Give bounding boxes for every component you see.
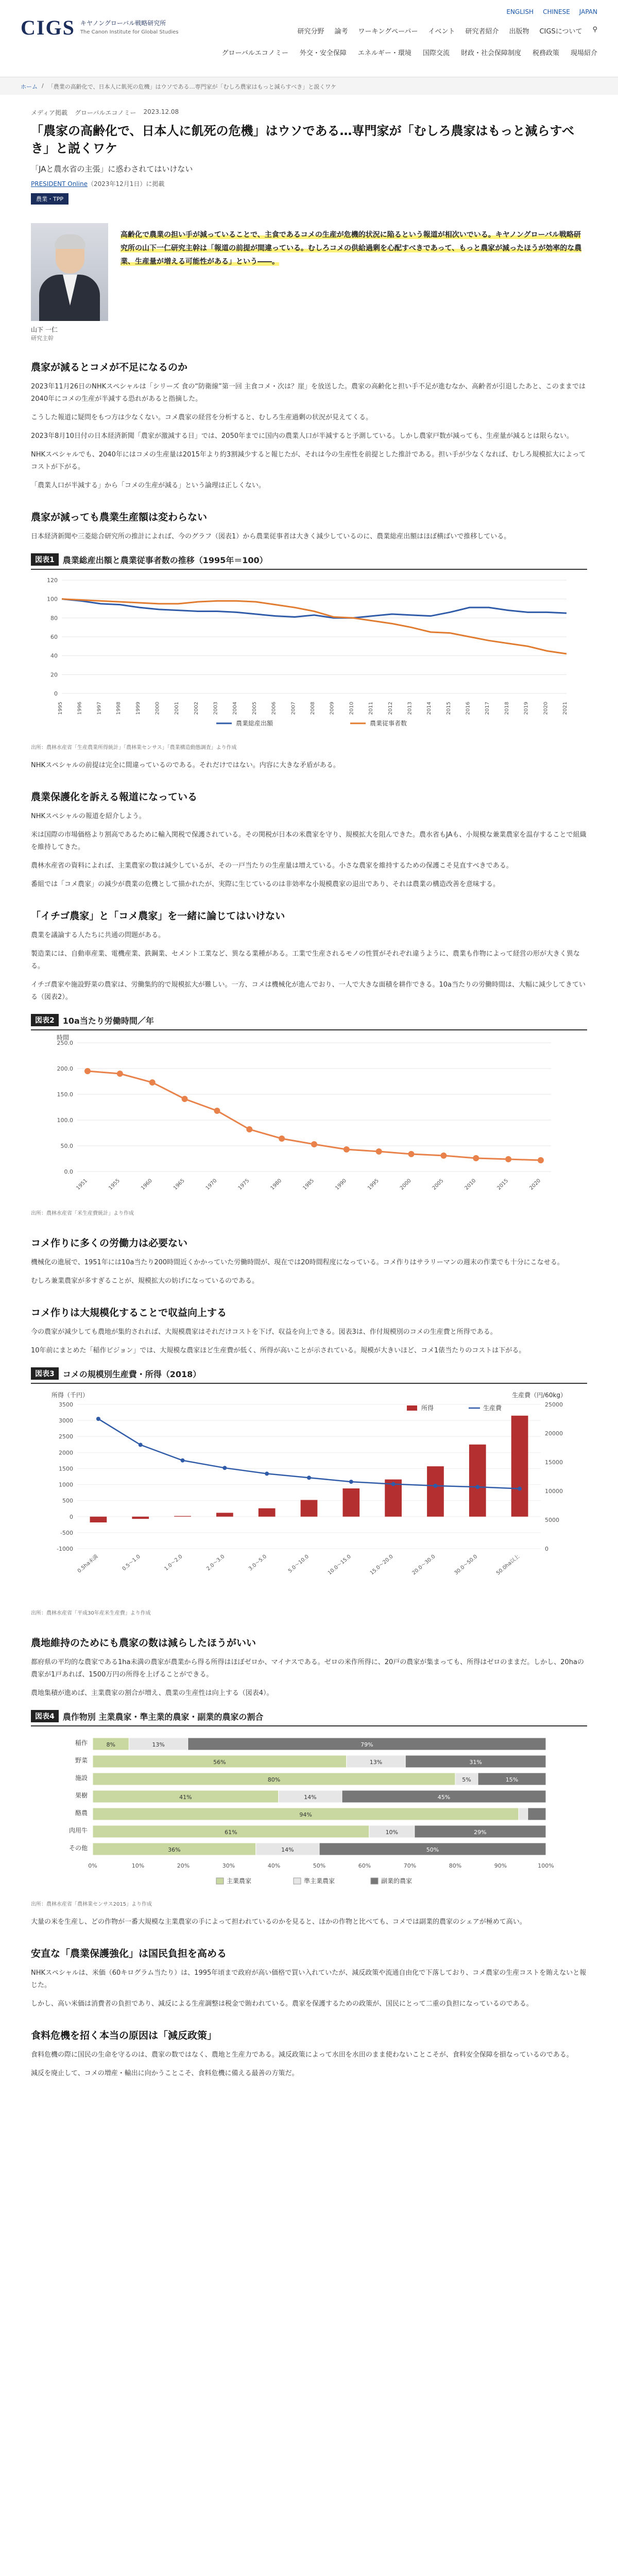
breadcrumb-home[interactable]: ホーム — [21, 83, 38, 90]
data-label: 15% — [505, 1776, 519, 1783]
x-tick-label: 30.0〜50.0 — [453, 1553, 479, 1577]
legend-label: 準主業農家 — [304, 1877, 335, 1885]
x-tick-label: 0.5ha未満 — [76, 1553, 99, 1574]
x-tick-label: 15.0〜20.0 — [369, 1553, 394, 1577]
figure-caption: 10a当たり労働時間／年 — [62, 1015, 154, 1026]
article-date: 2023.12.08 — [143, 108, 179, 115]
data-label: 94% — [299, 1811, 312, 1818]
y-tick-label-left: -500 — [60, 1529, 73, 1536]
x-tick-label: 5.0〜10.0 — [287, 1553, 310, 1574]
x-tick-label: 1998 — [116, 702, 122, 715]
subnav-item[interactable]: 国際交流 — [422, 49, 450, 57]
y-axis-label: 時間 — [57, 1034, 70, 1041]
paragraph: 米は国際の市場価格より割高であるために輸入関税で保護されている。その関税が日本の米農家を守り、規模拡大を阻んできた。農水省もJAも、小規模な兼業農家を温存することで組織を維持してきた。 — [31, 831, 587, 851]
paragraph: 今の農家が減少しても農地が集約されれば、大規模農家はそれだけコストを下げ、収益を向上できる。図表3は、作付規模別のコメの生産費と所得である。 — [31, 1328, 497, 1336]
cost-point — [433, 1484, 437, 1488]
author-card — [31, 223, 108, 342]
y-tick-label: 酪農 — [75, 1809, 88, 1817]
y-tick-label-left: 1000 — [59, 1481, 73, 1488]
y-axis-label-left: 所得（千円） — [52, 1392, 89, 1399]
paragraph: むしろ兼業農家が多すぎることが、規模拡大の妨げになっているのである。 — [31, 1277, 259, 1285]
x-tick-label: 0.5〜1.0 — [121, 1553, 142, 1572]
nav-item[interactable]: CIGSについて — [539, 28, 582, 36]
cost-point — [181, 1459, 185, 1463]
data-point — [214, 1108, 220, 1114]
data-label: 50% — [426, 1846, 439, 1853]
x-tick-label: 2010 — [464, 1178, 477, 1192]
paragraph: NHKスペシャルは、米価（60キログラム当たり）は、1995年頃まで政府が高い価格で買い入れていたが、減反政策や流通自由化で下落しており、コメ農家の生産コストを賄えないと報じた。 — [31, 1969, 587, 1989]
y-tick-label: 20 — [50, 671, 58, 679]
income-bar — [511, 1416, 528, 1517]
income-bar — [469, 1445, 486, 1517]
lead-block — [31, 223, 587, 342]
x-tick-label: 80% — [449, 1862, 462, 1869]
paragraph: 農業を議論する人たちに共通の問題がある。 — [31, 931, 165, 939]
nav-item[interactable]: 研究分野 — [297, 28, 324, 36]
main-nav — [297, 26, 597, 36]
data-label: 29% — [474, 1829, 487, 1836]
x-tick-label: 90% — [494, 1862, 507, 1869]
figure-source: 出所：農林水産省「生産農業所得統計」「農林業センサス」「農業構造動態調査」より作成 — [31, 745, 237, 751]
source-line — [31, 179, 587, 188]
income-bar — [342, 1488, 359, 1517]
nav-item[interactable]: 出版物 — [509, 28, 529, 36]
y-tick-label: 40 — [50, 652, 58, 659]
y-tick-label: 120 — [47, 577, 58, 584]
x-tick-label: 2005 — [431, 1178, 445, 1192]
section-3 — [31, 759, 587, 1004]
y-tick-label-right: 0 — [545, 1546, 548, 1552]
x-tick-label: 40% — [267, 1862, 281, 1869]
x-tick-label: 2020 — [543, 702, 549, 715]
y-tick-label: 稲作 — [75, 1739, 88, 1747]
lang-japan[interactable]: JAPAN — [579, 8, 597, 15]
section-heading: コメ作りに多くの労働力は必要ない — [31, 1238, 188, 1249]
legend-swatch — [407, 1405, 417, 1411]
x-tick-label: 2010 — [349, 702, 355, 715]
data-point — [473, 1155, 479, 1161]
data-point — [246, 1126, 252, 1132]
income-bar — [132, 1517, 149, 1519]
y-tick-label-left: -1000 — [57, 1546, 73, 1552]
cost-point — [349, 1480, 353, 1484]
x-tick-label: 50% — [313, 1862, 326, 1869]
data-point — [311, 1141, 317, 1147]
combo-chart-3 — [31, 1384, 587, 1605]
paragraph: 食料危機の際に国民の生命を守るのは、農家の数ではなく、農地と生産力である。減反政策によって水田を水田のまま使わないことこそが、食料安全保障を損なっているのである。 — [31, 2051, 573, 2059]
paragraph: 農林水産省の資料によれば、主業農家の数は減少しているが、その一戸当たりの生産量は増えている。小さな農家を維持するための保護こそ見直すべきである。 — [31, 862, 513, 870]
paragraph: 大量の米を生産し、どの作物が一番大規模な主業農家の手によって担われているのかを見ると、ほかの作物と比べても、コメでは副業的農家のシェアが極めて高い。 — [31, 1918, 526, 1926]
paragraph: こうした報道に疑問をもつ方は少なくない。コメ農家の経営を分析すると、むしろ生産過剰の状況が見えてくる。 — [31, 414, 373, 421]
x-tick-label: 1985 — [302, 1178, 316, 1192]
figure-title — [31, 1710, 587, 1726]
nav-item[interactable]: ワーキングペーパー — [358, 28, 418, 36]
x-tick-label: 2020 — [528, 1178, 542, 1192]
data-point — [84, 1068, 91, 1074]
y-axis-label-right: 生産費（円/60kg） — [512, 1392, 566, 1399]
y-tick-label: 80 — [50, 615, 58, 622]
data-point — [117, 1071, 123, 1077]
y-tick-label-left: 2000 — [59, 1449, 73, 1456]
x-tick-label: 2012 — [387, 702, 393, 715]
search-icon[interactable]: ⚲ — [592, 26, 597, 33]
breadcrumb — [0, 77, 618, 95]
y-tick-label: 60 — [50, 634, 58, 640]
figure-1 — [31, 553, 587, 752]
subnav-item[interactable]: 財政・社会保障制度 — [460, 49, 521, 57]
article-subtitle: 「JAと農水省の主張」に惑わされてはいけない — [31, 164, 193, 174]
stacked-bar-chart-4 — [31, 1726, 587, 1896]
paragraph: 10年前にまとめた「稲作ビジョン」では、大規模な農家ほど生産費が低く、所得が高いことが示されている。規模が大きいほど、コメ1俵当たりのコストは下がる。 — [31, 1347, 526, 1354]
page-title: 「農家の高齢化で、日本人に飢死の危機」はウソである…専門家が「むしろ農家はもっと減らすべき」と説くワケ — [31, 124, 575, 156]
section-heading: コメ作りは大規模化することで収益向上する — [31, 1307, 227, 1318]
paragraph: 日本経済新聞や三菱総合研究所の推計によれば、今のグラフ（図表1）から農業従事者は大きく減少しているのに、農業総産出額はほぼ横ばいで推移している。 — [31, 533, 511, 540]
data-point — [408, 1151, 415, 1157]
data-label: 14% — [304, 1794, 317, 1801]
legend-label: 生産費 — [483, 1404, 502, 1412]
x-tick-label: 2005 — [251, 702, 258, 715]
y-tick-label-right: 5000 — [545, 1517, 559, 1523]
data-label: 56% — [213, 1759, 226, 1766]
y-tick-label-left: 1500 — [59, 1465, 73, 1472]
data-label: 80% — [267, 1776, 281, 1783]
data-label: 13% — [152, 1741, 165, 1748]
lang-english[interactable]: ENGLISH — [506, 8, 534, 15]
x-tick-label: 1997 — [96, 702, 102, 715]
cost-point — [265, 1471, 269, 1476]
section-4 — [31, 1235, 587, 1357]
paragraph: 機械化の進展で、1951年には10a当たり200時間近くかかっていた労働時間が、現在では20時間程度になっている。コメ作りはサラリーマンの週末の作業でも十分にこなせる。 — [31, 1259, 564, 1266]
author-role: 研究主幹 — [31, 335, 54, 342]
topic-tag[interactable]: 農業・TPP — [31, 193, 68, 205]
legend-label: 所得 — [421, 1404, 434, 1412]
income-bar — [174, 1516, 191, 1517]
x-tick-label: 1.0〜2.0 — [163, 1553, 184, 1572]
cost-point — [222, 1466, 227, 1470]
subnav-item[interactable]: 外交・安全保障 — [299, 49, 347, 57]
y-tick-label-right: 10000 — [545, 1488, 563, 1495]
section-2 — [31, 510, 587, 543]
x-tick-label: 10.0〜15.0 — [327, 1553, 352, 1577]
logo-mark: CIGS — [21, 16, 75, 39]
figure-2 — [31, 1014, 587, 1218]
x-tick-label: 2013 — [407, 702, 413, 715]
section-6 — [31, 1916, 587, 2080]
legend-swatch — [371, 1878, 378, 1884]
x-tick-label: 2009 — [329, 702, 335, 715]
legend-label: 農業従事者数 — [370, 720, 407, 727]
y-tick-label-left: 0 — [70, 1513, 73, 1520]
data-label: 8% — [106, 1741, 115, 1748]
data-label: 61% — [225, 1829, 237, 1836]
lead-text — [121, 223, 587, 342]
y-tick-label-left: 500 — [62, 1497, 73, 1504]
paragraph: 番組では「コメ農家」の減少が農業の危機として描かれたが、実際に生じているのは非効率な小規模農家の退出であり、それは農業の構造改善を意味する。 — [31, 880, 500, 888]
figure-title — [31, 1367, 587, 1384]
x-tick-label: 1965 — [172, 1178, 186, 1192]
data-point — [505, 1156, 511, 1162]
x-tick-label: 2006 — [271, 702, 277, 715]
article-meta — [31, 108, 587, 117]
paragraph: 減反を廃止して、コメの増産・輸出に向かうことこそ、食料危機に備える最善の方策だ。 — [31, 2070, 299, 2077]
figure-source: 出所：農林水産省「農林業センサス2015」より作成 — [31, 1902, 152, 1907]
x-tick-label: 2019 — [523, 702, 529, 715]
language-switcher — [506, 8, 597, 15]
x-tick-label: 2001 — [174, 702, 180, 715]
figure-source: 出所：農林水産省「平成30年産米生産費」より作成 — [31, 1611, 151, 1616]
x-tick-label: 1970 — [204, 1178, 218, 1192]
x-tick-label: 2000 — [154, 702, 161, 715]
y-tick-label-right: 20000 — [545, 1430, 563, 1437]
y-tick-label: 100 — [47, 596, 58, 603]
y-tick-label: 200.0 — [57, 1065, 73, 1072]
y-tick-label: 250.0 — [57, 1040, 73, 1046]
source-link[interactable]: PRESIDENT Online — [31, 180, 88, 188]
paragraph: NHKスペシャルの前提は完全に間違っているのである。それだけではない。内容に大きな矛盾がある。 — [31, 761, 340, 769]
x-tick-label: 2008 — [310, 702, 316, 715]
y-tick-label: 0.0 — [64, 1168, 73, 1175]
site-header — [0, 0, 618, 77]
x-tick-label: 2015 — [445, 702, 452, 715]
source-date: （2023年12月1日）に掲載 — [87, 180, 165, 188]
data-label: 36% — [168, 1846, 181, 1853]
x-tick-label: 1955 — [108, 1178, 121, 1192]
figure-caption: コメの規模別生産費・所得（2018） — [62, 1369, 201, 1379]
figure-title — [31, 1014, 587, 1030]
logo-sub: The Canon Institute for Global Studies — [80, 29, 179, 35]
figure-tag: 図表1 — [31, 553, 59, 566]
paragraph: 2023年8月10日付の日本経済新聞「農家が激減する日」では、2050年までに国内の農業人口が半減すると予測している。しかし農家戸数が減っても、生産量が減るとは限らない。 — [31, 432, 573, 440]
paragraph: 製造業には、自動車産業、電機産業、鉄鋼業、セメント工業など、異なる業種がある。工業で生産されるモノの性質がそれぞれ違うように、農業も作物によって経営の形が大きく異なる。 — [31, 950, 580, 970]
article-section: グローバルエコノミー — [75, 109, 136, 116]
y-tick-label: 150.0 — [57, 1091, 73, 1098]
paragraph: しかし、高い米価は消費者の負担であり、減反による生産調整は税金で賄われている。農家を保護するための政策が、国民にとって二重の負担になっているのである。 — [31, 2000, 533, 2008]
x-tick-label: 50.0ha以上 — [495, 1553, 521, 1577]
paragraph: 2023年11月26日のNHKスペシャルは「シリーズ 食の“防衛線”第一回 主食コメ・次は？崖」を放送した。農家の高齢化と担い手不足が進むなか、高齢者が引退したあと、このままでは2040年にコメの生産が半減する恐れがあると指摘した。 — [31, 383, 586, 403]
y-tick-label: 果樹 — [75, 1792, 88, 1799]
legend-swatch — [216, 1878, 224, 1884]
x-tick-label: 1990 — [334, 1178, 348, 1192]
article-category: メディア掲載 — [31, 109, 68, 116]
subnav-item[interactable]: グローバルエコノミー — [221, 49, 288, 57]
legend-swatch — [294, 1878, 301, 1884]
nav-item[interactable]: 研究者紹介 — [465, 28, 499, 36]
logo-name: キヤノングローバル戦略研究所 — [80, 19, 166, 27]
legend-label: 副業的農家 — [381, 1877, 413, 1885]
bar-segment — [519, 1808, 528, 1820]
x-tick-label: 2017 — [485, 702, 491, 715]
x-tick-label: 100% — [538, 1862, 554, 1869]
cost-point — [96, 1417, 100, 1421]
x-tick-label: 2002 — [193, 702, 199, 715]
line-chart-2 — [31, 1030, 587, 1206]
income-bar — [216, 1513, 233, 1516]
figure-tag: 図表4 — [31, 1710, 59, 1722]
figure-tag: 図表3 — [31, 1367, 59, 1380]
section-5 — [31, 1635, 587, 1700]
x-tick-label: 1999 — [135, 702, 141, 715]
x-tick-label: 0% — [88, 1862, 97, 1869]
data-label: 14% — [281, 1846, 294, 1853]
site-logo[interactable] — [21, 15, 178, 40]
x-tick-label: 60% — [358, 1862, 371, 1869]
cost-point — [475, 1485, 479, 1489]
paragraph: 農地集積が進めば、主業農家の割合が増え、農業の生産性は向上する（図表4）。 — [31, 1689, 273, 1697]
y-tick-label: 100.0 — [57, 1117, 73, 1124]
paragraph: 「農業人口が半減する」から「コメの生産が減る」という論理は正しくない。 — [31, 482, 266, 489]
x-tick-label: 2.0〜3.0 — [205, 1553, 226, 1572]
x-tick-label: 30% — [222, 1862, 235, 1869]
section-heading: 「イチゴ農家」と「コメ農家」を一緒に論じてはいけない — [31, 910, 285, 922]
figure-title — [31, 553, 587, 570]
y-tick-label: 野菜 — [75, 1757, 88, 1764]
section-heading: 安直な「農業保護強化」は国民負担を高める — [31, 1948, 227, 1959]
data-label: 13% — [369, 1759, 383, 1766]
data-label: 5% — [462, 1776, 471, 1783]
data-label: 41% — [179, 1794, 192, 1801]
income-bar — [90, 1517, 107, 1522]
nav-item[interactable]: イベント — [428, 28, 455, 36]
data-point — [279, 1136, 285, 1142]
section-heading: 食料危機を招く本当の原因は「減反政策」 — [31, 2030, 217, 2041]
x-tick-label: 3.0〜5.0 — [248, 1553, 268, 1572]
x-tick-label: 2011 — [368, 702, 374, 715]
section-heading: 農家が減っても農業生産額は変わらない — [31, 512, 208, 523]
y-tick-label-left: 3500 — [59, 1401, 73, 1408]
y-tick-label-left: 3000 — [59, 1417, 73, 1425]
breadcrumb-current: 「農業の高齢化で、日本人に飢死の危機」はウソである…専門家が「むしろ農家はもっと減らすべき」と説くワケ — [47, 83, 337, 90]
legend-label: 主業農家 — [227, 1877, 252, 1885]
figure-tag: 図表2 — [31, 1014, 59, 1026]
x-tick-label: 2014 — [426, 702, 433, 715]
y-tick-label: 50.0 — [60, 1143, 73, 1149]
cost-point — [391, 1482, 396, 1486]
data-point — [376, 1148, 382, 1155]
paragraph: NHKスペシャルでも、2040年にはコメの生産量は2015年より約3割減少すると報じたが、それは今の生産性を前提とした推計である。担い手が少なくなれば、むしろ規模拡大によってコストが下がる。 — [31, 451, 586, 471]
lead-highlight: 高齢化で農業の担い手が減っていることで、主食であるコメの生産が危機的状況に陥るという報道が相次いでいる。キヤノングローバル戦略研究所の山下一仁研究主幹は「報道の前提が間違っている。むしろコメの供給過剰を心配すべきであって、もっと農家が減ったほうが効率的な農業、生産量が増える可能性がある」という――。 — [121, 231, 582, 266]
data-label: 79% — [360, 1741, 373, 1748]
subnav-item[interactable]: 現場紹介 — [570, 49, 597, 57]
cost-point — [139, 1443, 143, 1447]
x-tick-label: 1980 — [269, 1178, 283, 1192]
paragraph: イチゴ農家や施設野菜の農家は、労働集約的で規模拡大が難しい。一方、コメは機械化が進んでおり、一人で大きな面積を耕作できる。10a当たりの労働時間は、大幅に減少してきている（図表2）。 — [31, 981, 586, 1001]
paragraph: NHKスペシャルの報道を紹介しよう。 — [31, 812, 146, 820]
x-tick-label: 2015 — [496, 1178, 510, 1192]
data-point — [538, 1157, 544, 1163]
figure-caption: 農作物別 主業農家・準主業的農家・副業的農家の割合 — [62, 1711, 264, 1722]
x-tick-label: 1975 — [237, 1178, 251, 1192]
data-point — [149, 1079, 156, 1086]
x-tick-label: 2004 — [232, 702, 238, 715]
cost-point — [307, 1476, 311, 1480]
x-tick-label: 1951 — [75, 1178, 89, 1192]
y-tick-label-right: 25000 — [545, 1401, 563, 1408]
income-bar — [427, 1466, 444, 1517]
y-tick-label-right: 15000 — [545, 1459, 563, 1466]
income-bar — [259, 1509, 276, 1517]
x-tick-label: 2003 — [213, 702, 219, 715]
y-tick-label: 施設 — [75, 1774, 88, 1782]
data-label: 45% — [437, 1794, 451, 1801]
cost-point — [518, 1487, 522, 1491]
subnav-item[interactable]: エネルギー・環境 — [357, 49, 411, 57]
figure-3 — [31, 1367, 587, 1618]
x-tick-label: 20.0〜30.0 — [411, 1553, 437, 1577]
section-heading: 農家が減るとコメが不足になるのか — [31, 362, 188, 373]
x-tick-label: 2018 — [504, 702, 510, 715]
author-photo — [31, 223, 108, 321]
nav-item[interactable]: 論考 — [334, 28, 348, 36]
figure-source: 出所：農林水産省「米生産費統計」より作成 — [31, 1211, 134, 1216]
y-tick-label: 0 — [54, 690, 58, 697]
data-point — [440, 1153, 447, 1159]
x-tick-label: 1960 — [140, 1178, 153, 1192]
x-tick-label: 2021 — [562, 702, 568, 715]
x-tick-label: 70% — [403, 1862, 417, 1869]
section-1 — [31, 360, 587, 492]
data-point — [344, 1146, 350, 1153]
y-tick-label: その他 — [68, 1844, 88, 1852]
x-tick-label: 2016 — [465, 702, 471, 715]
paragraph: 都府県の平均的な農家である1ha未満の農家が農業から得る所得はほぼゼロか、マイナスである。ゼロの米作所得に、20戸の農家が集まっても、所得はゼロのままだ。しかし、20haの農家が1戸あれば、1500万円の所得を上げることができる。 — [31, 1658, 584, 1679]
x-tick-label: 2007 — [290, 702, 297, 715]
data-label: 31% — [469, 1759, 482, 1766]
x-tick-label: 10% — [131, 1862, 145, 1869]
author-name[interactable]: 山下 一仁 — [31, 326, 58, 333]
income-bar — [301, 1500, 318, 1516]
breadcrumb-separator: / — [42, 82, 44, 89]
figure-caption: 農業総産出額と農業従事者数の推移（1995年＝100） — [62, 555, 268, 565]
section-heading: 農地維持のためにも農家の数は減らしたほうがいい — [31, 1637, 256, 1649]
y-tick-label: 肉用牛 — [68, 1827, 88, 1834]
subnav-item[interactable]: 税務政策 — [532, 49, 559, 57]
x-tick-label: 1996 — [77, 702, 83, 715]
line-chart-1 — [31, 570, 587, 740]
article — [0, 108, 618, 2080]
data-point — [182, 1096, 188, 1102]
legend-label: 農業総産出額 — [236, 720, 273, 727]
x-tick-label: 2000 — [399, 1178, 413, 1192]
x-tick-label: 1995 — [367, 1178, 380, 1192]
figure-4 — [31, 1710, 587, 1909]
series-line-1 — [62, 599, 566, 618]
x-tick-label: 20% — [177, 1862, 190, 1869]
section-heading: 農業保護化を訴える報道になっている — [31, 791, 198, 803]
y-tick-label-left: 2500 — [59, 1433, 73, 1440]
sub-nav — [222, 47, 597, 57]
data-label: 10% — [385, 1829, 399, 1836]
bar-segment — [528, 1808, 546, 1820]
x-tick-label: 1995 — [58, 702, 63, 715]
lang-chinese[interactable]: CHINESE — [543, 8, 570, 15]
